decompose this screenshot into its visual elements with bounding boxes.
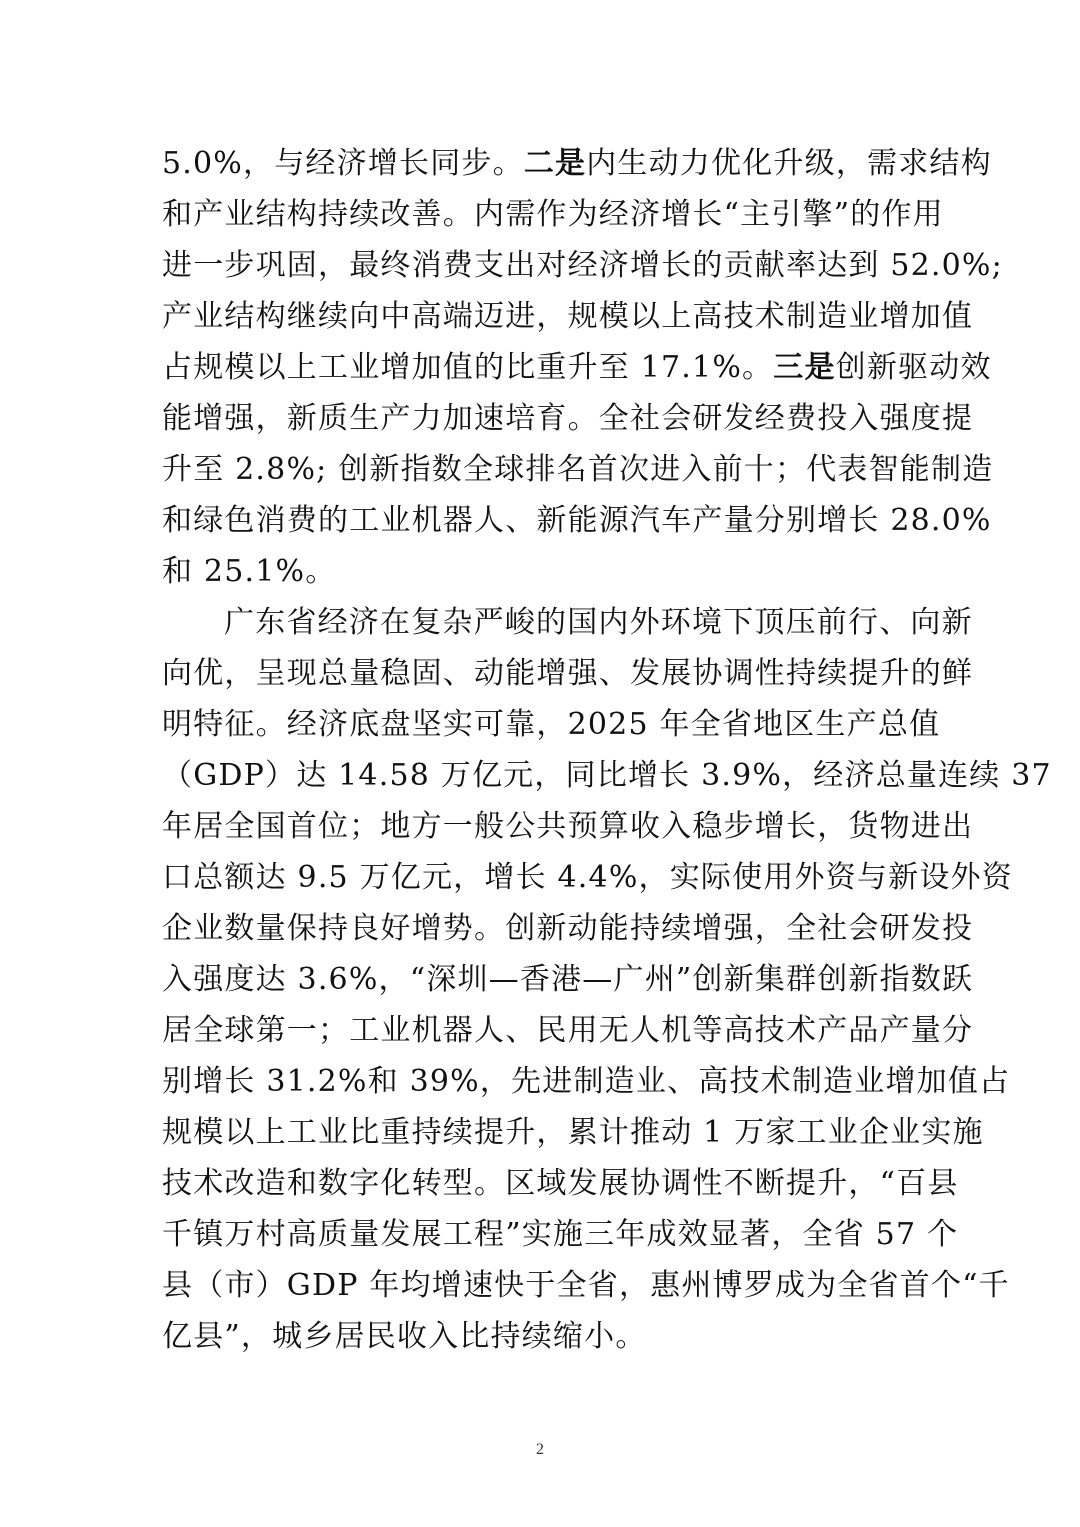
text-line	[162, 138, 992, 189]
text-line: 县（市）GDP 年均增速快于全省，惠州博罗成为全省首个“千	[162, 1268, 1010, 1303]
text-line: 升至 2.8%; 创新指数全球排名首次进入前十；代表智能制造	[162, 452, 994, 487]
text-span: 创新驱动效	[835, 350, 992, 385]
emphasis-label: 二是	[523, 146, 587, 181]
paragraph-first-line: 广东省经济在复杂严峻的国内外环境下顶压前行、向新	[224, 605, 973, 640]
text-line: 年居全国首位；地方一般公共预算收入稳步增长，货物进出	[162, 809, 974, 844]
page-number: 2	[536, 1441, 544, 1458]
text-line: 入强度达 3.6%，“深圳—香港—广州”创新集群创新指数跃	[162, 962, 974, 997]
text-line	[162, 342, 992, 393]
text-line: 和 25.1%。	[162, 554, 337, 589]
text-line: 规模以上工业比重持续提升，累计推动 1 万家工业企业实施	[162, 1115, 984, 1150]
text-line: 进一步巩固，最终消费支出对经济增长的贡献率达到 52.0%;	[162, 248, 1003, 283]
text-span: 占规模以上工业增加值的比重升至 17.1%。	[162, 350, 774, 385]
emphasis-label: 三是	[773, 350, 836, 385]
body-text	[162, 138, 1052, 1362]
text-line: 别增长 31.2%和 39%，先进制造业、高技术制造业增加值占	[162, 1064, 1011, 1099]
text-line: 居全球第一；工业机器人、民用无人机等高技术产品产量分	[162, 1013, 974, 1048]
text-line: （GDP）达 14.58 万亿元，同比增长 3.9%，经济总量连续 37	[162, 758, 1052, 793]
text-line: 千镇万村高质量发展工程”实施三年成效显著，全省 57 个	[162, 1217, 959, 1252]
text-line: 和产业结构持续改善。内需作为经济增长“主引擎”的作用	[162, 197, 944, 232]
text-span: 内生动力优化升级，需求结构	[586, 146, 992, 181]
text-span: 5.0%，与经济增长同步。	[162, 146, 524, 181]
text-line: 口总额达 9.5 万亿元，增长 4.4%，实际使用外资与新设外资	[162, 860, 1013, 895]
text-line: 产业结构继续向中高端迈进，规模以上高技术制造业增加值	[162, 299, 974, 334]
text-line: 向优，呈现总量稳固、动能增强、发展协调性持续提升的鲜	[162, 656, 974, 691]
text-line: 明特征。经济底盘坚实可靠，2025 年全省地区生产总值	[162, 707, 941, 742]
text-line: 亿县”，城乡居民收入比持续缩小。	[162, 1319, 647, 1354]
text-line: 企业数量保持良好增势。创新动能持续增强，全社会研发投	[162, 911, 974, 946]
text-line: 技术改造和数字化转型。区域发展协调性不断提升，“百县	[162, 1166, 959, 1201]
text-line: 和绿色消费的工业机器人、新能源汽车产量分别增长 28.0%	[162, 503, 992, 538]
text-line: 能增强，新质生产力加速培育。全社会研发经费投入强度提	[162, 401, 974, 436]
